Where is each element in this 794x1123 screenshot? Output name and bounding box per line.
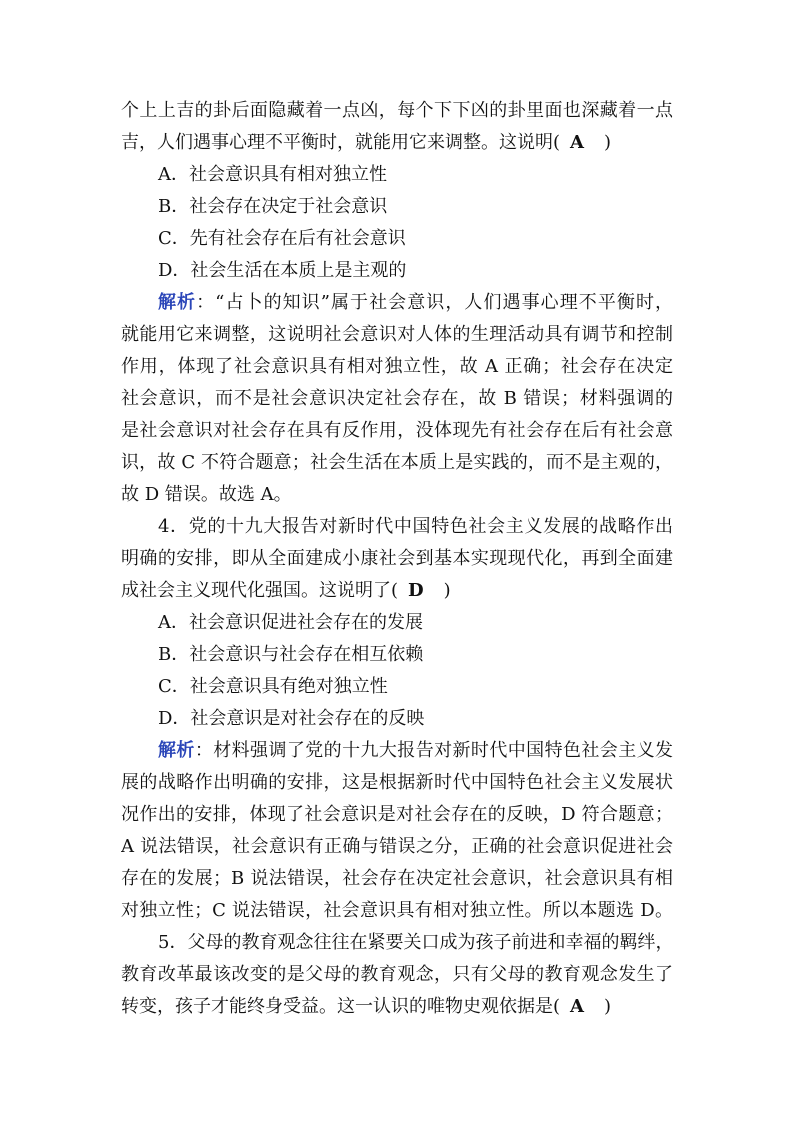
page-content bbox=[121, 95, 673, 1023]
q4-analysis-line-6: 对独立性；C 说法错误，社会意识具有相对独立性。所以本题选 D。 bbox=[121, 900, 673, 921]
q3-analysis-line-7: 故 D 错误。故选 A。 bbox=[121, 484, 292, 505]
q3-analysis-line-6: 识，故 C 不符合题意；社会生活在本质上是实践的，而不是主观的， bbox=[121, 452, 673, 473]
q4-option-c: C．社会意识具有绝对独立性 bbox=[158, 676, 388, 697]
q3-analysis-line-3: 作用，体现了社会意识具有相对独立性，故 A 正确；社会存在决定 bbox=[121, 356, 673, 377]
q3-analysis-line-2: 就能用它来调整，这说明社会意识对人体的生理活动具有调节和控制 bbox=[121, 324, 673, 345]
q4-stem-line-1: 4．党的十九大报告对新时代中国特色社会主义发展的战略作出 bbox=[158, 516, 673, 537]
q4-analysis-line-2: 展的战略作出明确的安排，这是根据新时代中国特色社会主义发展状 bbox=[121, 772, 673, 793]
q4-option-d: D．社会意识是对社会存在的反映 bbox=[158, 708, 425, 729]
q4-analysis-line-1: 解析：材料强调了党的十九大报告对新时代中国特色社会主义发 bbox=[158, 740, 673, 761]
q4-answer: D bbox=[408, 580, 424, 601]
q4-stem-line-3: 成社会主义现代化强国。这说明了( D ) bbox=[121, 580, 451, 601]
q3-option-d: D．社会生活在本质上是主观的 bbox=[158, 260, 407, 281]
q4-option-a: A．社会意识促进社会存在的发展 bbox=[158, 612, 423, 633]
q4-analysis-label: 解析 bbox=[158, 740, 195, 761]
q3-analysis-label: 解析 bbox=[158, 292, 197, 313]
q5-stem-line-2: 教育改革最该改变的是父母的教育观念，只有父母的教育观念发生了 bbox=[121, 964, 673, 985]
q3-stem-line-2: 吉，人们遇事心理不平衡时，就能用它来调整。这说明( A ) bbox=[121, 132, 612, 153]
q4-stem-line-2: 明确的安排，即从全面建成小康社会到基本实现现代化，再到全面建 bbox=[121, 548, 673, 569]
q5-answer: A bbox=[570, 996, 584, 1017]
q3-analysis-line-4: 社会意识，而不是社会意识决定社会存在，故 B 错误；材料强调的 bbox=[121, 388, 673, 409]
q3-stem-line-1: 个上上吉的卦后面隐藏着一点凶，每个下下凶的卦里面也深藏着一点 bbox=[121, 100, 673, 121]
q5-stem-line-1: 5．父母的教育观念往往在紧要关口成为孩子前进和幸福的羁绊， bbox=[158, 932, 673, 953]
q3-option-c: C．先有社会存在后有社会意识 bbox=[158, 228, 406, 249]
q4-analysis-line-5: 存在的发展；B 说法错误，社会存在决定社会意识，社会意识具有相 bbox=[121, 868, 673, 889]
q5-stem-line-3: 转变，孩子才能终身受益。这一认识的唯物史观依据是( A ) bbox=[121, 996, 612, 1017]
q3-analysis-line-1: 解析：“占卜的知识”属于社会意识，人们遇事心理不平衡时， bbox=[158, 292, 673, 313]
q4-option-b: B．社会意识与社会存在相互依赖 bbox=[158, 644, 424, 665]
q4-analysis-line-4: A 说法错误，社会意识有正确与错误之分，正确的社会意识促进社会 bbox=[121, 836, 673, 857]
q3-analysis-line-5: 是社会意识对社会存在具有反作用，没体现先有社会存在后有社会意 bbox=[121, 420, 673, 441]
q3-option-b: B．社会存在决定于社会意识 bbox=[158, 196, 388, 217]
q3-option-a: A．社会意识具有相对独立性 bbox=[158, 164, 387, 185]
q3-answer: A bbox=[570, 132, 584, 153]
q4-analysis-line-3: 况作出的安排，体现了社会意识是对社会存在的反映，D 符合题意； bbox=[121, 804, 673, 825]
